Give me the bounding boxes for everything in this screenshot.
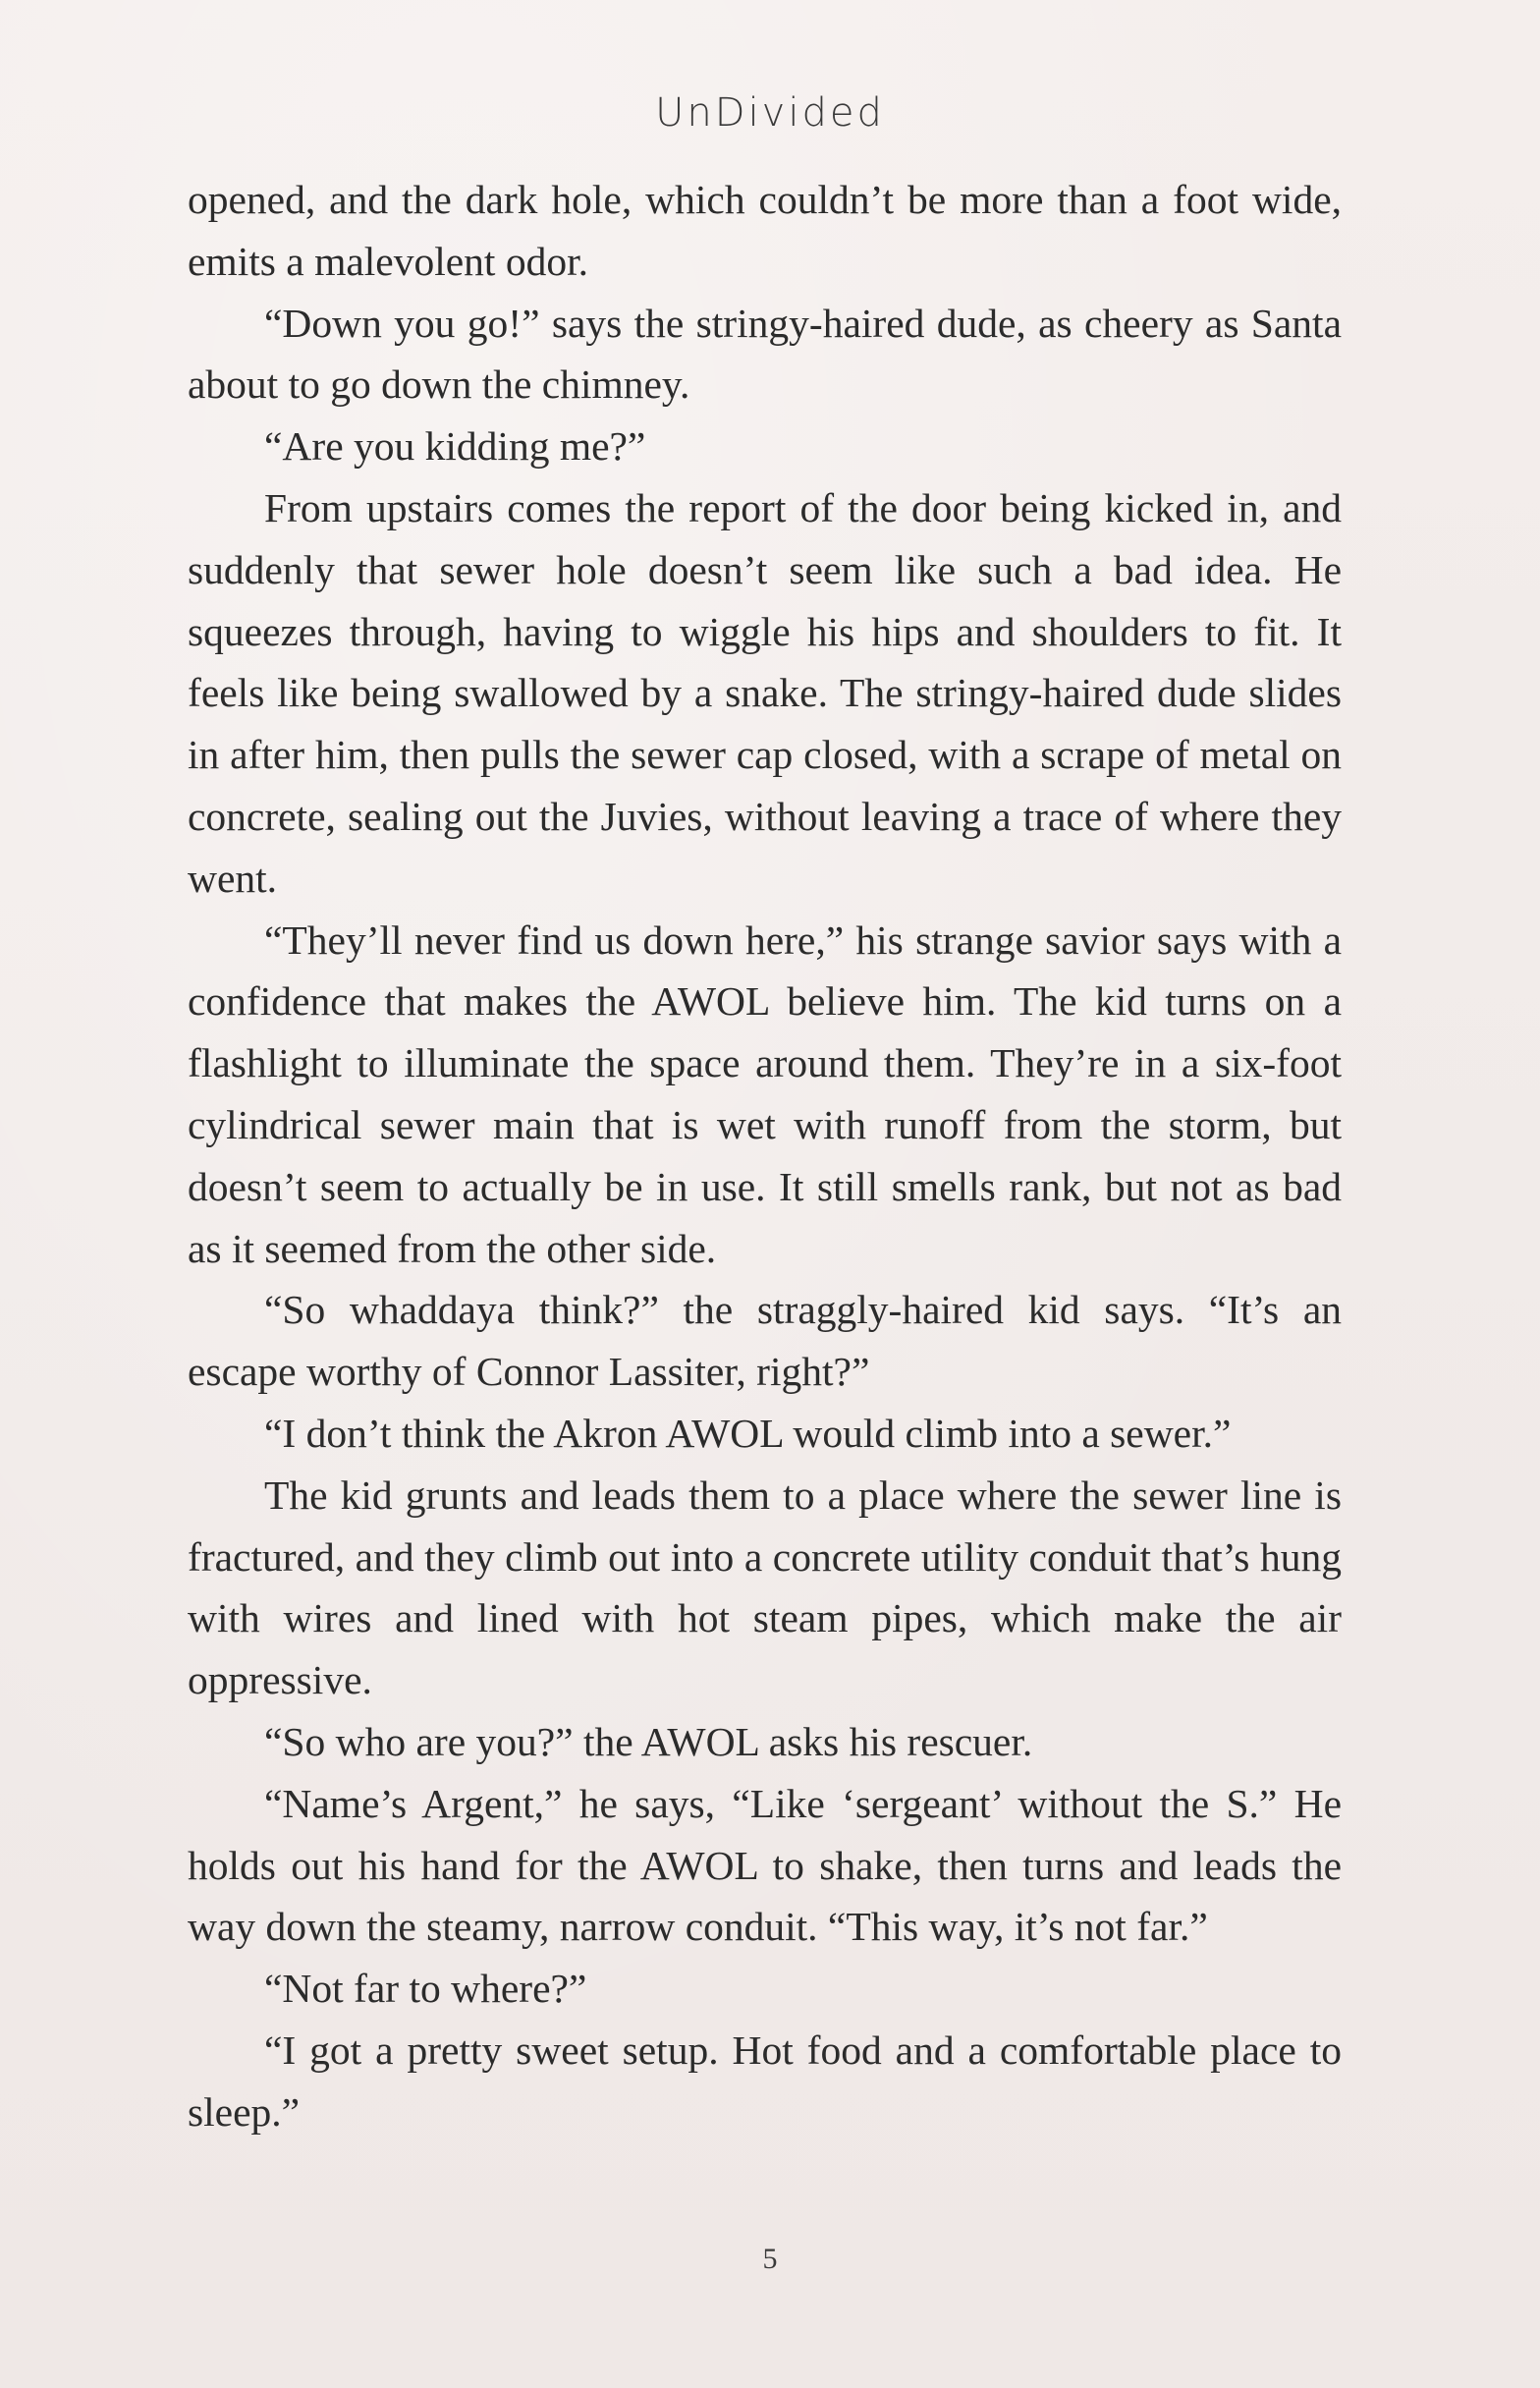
page-number: 5 xyxy=(762,2243,778,2275)
paragraph: “Name’s Argent,” he says, “Like ‘sergeant’ without the S.” He holds out his hand for the AWOL to shake, then turns and leads the way down the steamy, narrow conduit. “This way, it’s not far.” xyxy=(188,1780,1342,1950)
paragraph: “Are you kidding me?” xyxy=(264,423,646,470)
paragraph: “Not far to where?” xyxy=(264,1966,587,2012)
paragraph: From upstairs comes the report of the door being kicked in, and suddenly that sewer hole doesn’t seem like such a bad idea. He squeezes through, having to wiggle his hips and shoulders to fit. It feels like being swallowed by a snake. The stringy-haired dude slides in after him, then pulls the sewer cap closed, with a scrape of metal on concrete, sealing out the Juvies, without leaving a trace of where they went. xyxy=(188,484,1342,901)
paragraph: “I got a pretty sweet setup. Hot food and a comfortable place to sleep.” xyxy=(188,2027,1342,2135)
paragraph: “So who are you?” the AWOL asks his rescuer. xyxy=(264,1718,1033,1764)
paragraph: The kid grunts and leads them to a place where the sewer line is fractured, and they climb out into a concrete utility conduit that’s hung with wires and lined with hot steam pipes, which make the air oppressive. xyxy=(188,1472,1342,1703)
body-text xyxy=(188,169,1342,2143)
paragraph: opened, and the dark hole, which couldn’t be more than a foot wide, emits a malevolent odor. xyxy=(188,177,1342,284)
paragraph: “Down you go!” says the stringy-haired dude, as cheery as Santa about to go down the chimney. xyxy=(188,300,1342,408)
paragraph: “So whaddaya think?” the straggly-haired kid says. “It’s an escape worthy of Connor Lassiter, right?” xyxy=(188,1287,1342,1395)
paragraph: “They’ll never find us down here,” his strange savior says with a confidence that makes the AWOL believe him. The kid turns on a flashlight to illuminate the space around them. They’re in a six-foot cylindrical sewer main that is wet with runoff from the storm, but doesn’t seem to actually be in use. It still smells rank, but not as bad as it seemed from the other side. xyxy=(188,916,1342,1271)
paragraph: “I don’t think the Akron AWOL would climb into a sewer.” xyxy=(264,1410,1232,1456)
running-head: UnDivided xyxy=(655,90,885,136)
